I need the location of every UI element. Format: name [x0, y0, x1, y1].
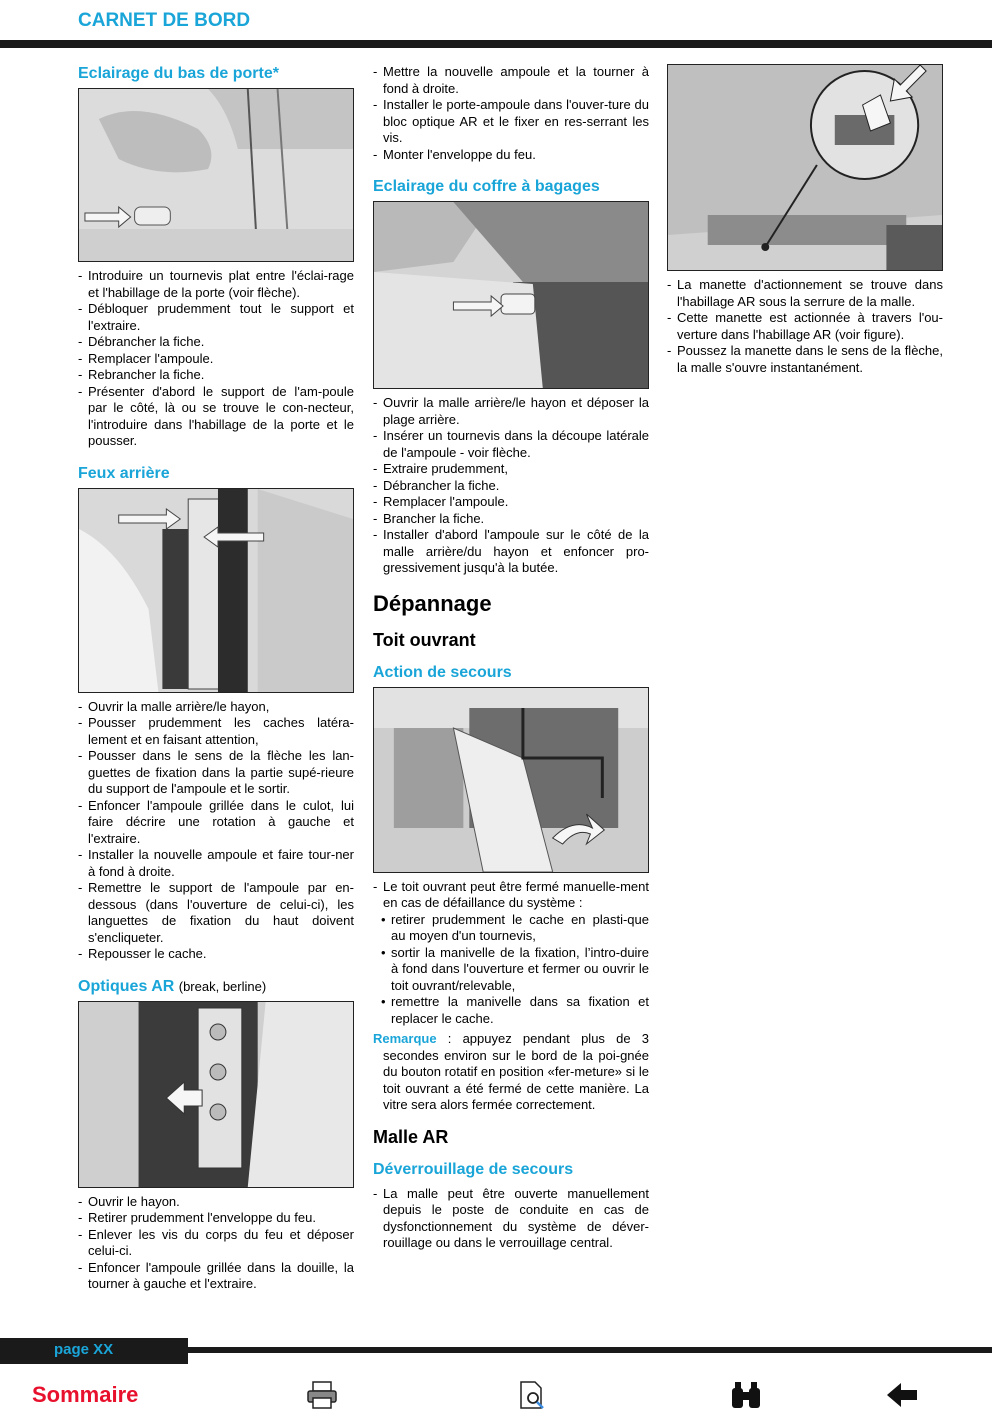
list-item: • retirer prudemment le cache en plasti-que au moyen d'un tournevis,: [381, 912, 649, 945]
sommaire-link[interactable]: Sommaire: [32, 1382, 139, 1407]
list-item: - Ouvrir le hayon.: [78, 1194, 354, 1211]
list-item: - Le toit ouvrant peut être fermé manuelle-ment en cas de défaillance du système :: [373, 879, 649, 912]
list-item: - Installer d'abord l'ampoule sur le côté de la malle arrière/du hayon et enfoncer pro-gressivement jusqu'à la butée.: [373, 527, 649, 577]
list-item: - Ouvrir la malle arrière/le hayon et déposer la plage arrière.: [373, 395, 649, 428]
list-rear-lights: [78, 699, 354, 963]
list-emergency-unlock: [373, 1186, 649, 1252]
heading-sunroof: Toit ouvrant: [373, 629, 476, 650]
figure-rear-lights: [78, 488, 354, 693]
section-title-door-light: Eclairage du bas de porte*: [78, 65, 279, 82]
figure-trunk-light: [373, 201, 649, 389]
section-title-trunk-light: Eclairage du coffre à bagages: [373, 178, 600, 195]
list-item: - Monter l'enveloppe du feu.: [373, 147, 649, 164]
figure-rear-optics: [78, 1001, 354, 1188]
list-item: - Repousser le cache.: [78, 946, 354, 963]
list-item: - La malle peut être ouverte manuellement depuis le poste de conduite en cas de dysfonctionnement du système de déver-rouillage ou dans le verrouillage central.: [373, 1186, 649, 1252]
list-item: - Pousser dans le sens de la flèche les lan-guettes de fixation dans la partie supé-rieure du support de l'ampoule et le sortir.: [78, 748, 354, 798]
list-item: - Brancher la fiche.: [373, 511, 649, 528]
list-emergency-action: [373, 879, 649, 912]
list-item: - Retirer prudemment l'enveloppe du feu.: [78, 1210, 354, 1227]
document-search-icon[interactable]: [517, 1380, 551, 1410]
section-subtitle: (break, berline): [178, 978, 267, 994]
list-item: - La manette d'actionnement se trouve dans l'habillage AR sous la serrure de la malle.: [667, 277, 943, 310]
column-1: [78, 64, 354, 1307]
list-item: - Ouvrir la malle arrière/le hayon,: [78, 699, 354, 716]
section-title-rear-lights: Feux arrière: [78, 464, 170, 482]
figure-emergency-action: [373, 687, 649, 873]
list-item: - Remplacer l'ampoule.: [78, 351, 354, 368]
list-trunk-release: [667, 277, 943, 376]
list-item: - Débloquer prudemment tout le support et l'extraire.: [78, 301, 354, 334]
list-item: - Enfoncer l'ampoule grillée dans le culot, lui faire décrire une rotation à gauche et l'extraire.: [78, 798, 354, 848]
back-arrow-icon[interactable]: [885, 1380, 919, 1410]
list-item: - Rebrancher la fiche.: [78, 367, 354, 384]
remark: [373, 1031, 649, 1114]
list-item: - Extraire prudemment,: [373, 461, 649, 478]
header-title: CARNET DE BORD: [78, 10, 251, 31]
list-rear-optics: [78, 1194, 354, 1293]
section-title-emergency-action: Action de secours: [373, 663, 512, 681]
page-number: page XX: [54, 1341, 114, 1358]
column-3: [667, 64, 943, 390]
list-item: - Pousser prudemment les caches latéra-lement et en faisant attention,: [78, 715, 354, 748]
binoculars-icon[interactable]: [729, 1380, 763, 1410]
column-2: [373, 64, 649, 1266]
list-item: - Débrancher la fiche.: [78, 334, 354, 351]
list-item: - Débrancher la fiche.: [373, 478, 649, 495]
printer-icon[interactable]: [305, 1380, 339, 1410]
list-item: • sortir la manivelle de la fixation, l’intro-duire à fond dans l'ouverture et fermer ou ouvrir le toit ouvrant/relevable,: [381, 945, 649, 995]
list-item: - Remettre le support de l'ampoule par en-dessous (dans l'ouverture de celui-ci), les languettes de fixation du haut doivent s'encliqueter.: [78, 880, 354, 946]
list-item: - Enfoncer l'ampoule grillée dans la douille, la tourner à gauche et l'extraire.: [78, 1260, 354, 1293]
list-item: - Introduire un tournevis plat entre l'éclai-rage et l'habillage de la porte (voir flèche).: [78, 268, 354, 301]
figure-trunk-release: [667, 64, 943, 271]
list-item: • remettre la manivelle dans sa fixation et replacer le cache.: [381, 994, 649, 1027]
list-item: - Présenter d'abord le support de l'am-poule par le côté, là ou se trouve le con-necteur, l'introduire dans l'habillage de la porte et le pousser.: [78, 384, 354, 450]
list-item: - Mettre la nouvelle ampoule et la tourner à fond à droite.: [373, 64, 649, 97]
list-door-light: [78, 268, 354, 450]
bullets-emergency-action: [381, 912, 649, 1028]
section-title-text: Optiques AR: [78, 977, 175, 995]
list-item: - Insérer un tournevis dans la découpe latérale de l'ampoule - voir flèche.: [373, 428, 649, 461]
list-item: - Remplacer l'ampoule.: [373, 494, 649, 511]
section-title-rear-optics: [78, 977, 354, 997]
list-trunk-light: [373, 395, 649, 577]
list-item: - Cette manette est actionnée à travers l'ou-verture dans l'habillage AR (voir figure).: [667, 310, 943, 343]
remark-text: : appuyez pendant plus de 3 secondes environ sur le bord de la poi-gnée du bouton rotatif en position «fer-meture» si le toit ouvrant a été fermé de cette manière. La vitre sera alors fermée correctement.: [383, 1031, 649, 1112]
section-title-emergency-unlock: Déverrouillage de secours: [373, 1160, 574, 1178]
heading-depannage: Dépannage: [373, 590, 492, 616]
heading-trunk: Malle AR: [373, 1126, 449, 1147]
header-bar: [0, 40, 992, 48]
list-item: - Installer la nouvelle ampoule et faire tour-ner à fond à droite.: [78, 847, 354, 880]
list-item: - Enlever les vis du corps du feu et déposer celui-ci.: [78, 1227, 354, 1260]
list-rear-optics-cont: [373, 64, 649, 163]
figure-door-light: [78, 88, 354, 262]
list-item: - Installer le porte-ampoule dans l'ouver-ture du bloc optique AR et le fixer en res-serrant les vis.: [373, 97, 649, 147]
remark-label: Remarque: [373, 1031, 437, 1046]
list-item: - Poussez la manette dans le sens de la flèche, la malle s'ouvre instantanément.: [667, 343, 943, 376]
